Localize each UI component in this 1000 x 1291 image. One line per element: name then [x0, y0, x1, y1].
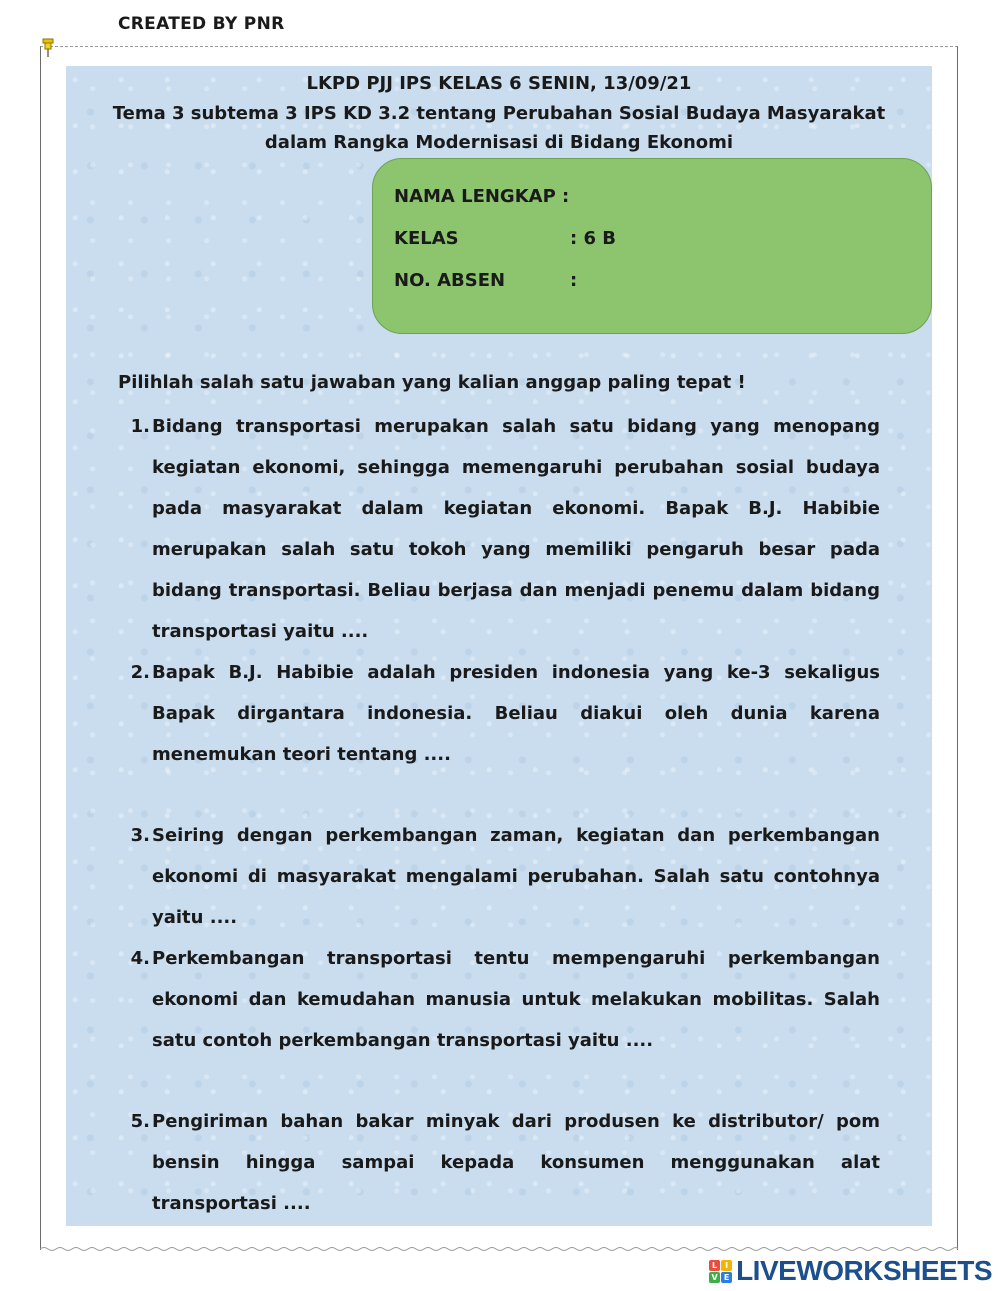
question-number: 5.	[130, 1111, 150, 1132]
logo-letter-i: I	[721, 1260, 732, 1271]
question-item	[118, 1101, 880, 1224]
instruction-text: Pilihlah salah satu jawaban yang kalian anggap paling tepat !	[118, 372, 746, 393]
logo-letter-e: E	[721, 1272, 732, 1283]
class-label: KELAS	[394, 228, 459, 249]
logo-letter-v: V	[709, 1272, 720, 1283]
question-text: Pengiriman bahan bakar minyak dari produsen ke distributor/ pom bensin hingga sampai kepada konsumen menggunakan alat transportasi ....	[152, 1111, 880, 1214]
pin-icon	[40, 38, 56, 58]
class-row	[394, 228, 616, 249]
brand-name: LIVEWORKSHEETS	[736, 1255, 992, 1286]
question-number: 1.	[130, 416, 150, 437]
liveworksheets-brand[interactable]	[709, 1256, 992, 1286]
name-row	[394, 186, 569, 207]
question-number: 3.	[130, 825, 150, 846]
class-value: : 6 B	[570, 228, 616, 249]
question-number: 4.	[130, 948, 150, 969]
absen-label: NO. ABSEN	[394, 270, 506, 291]
absen-value: :	[570, 270, 578, 291]
question-item	[118, 652, 880, 775]
question-text: Seiring dengan perkembangan zaman, kegiatan dan perkembangan ekonomi di masyarakat mengalami perubahan. Salah satu contohnya yaitu ....	[152, 825, 880, 928]
logo-letter-l: L	[709, 1260, 720, 1271]
question-item	[118, 815, 880, 938]
worksheet-subtitle-line2: dalam Rangka Modernisasi di Bidang Ekonomi	[264, 132, 734, 153]
question-number: 2.	[130, 662, 150, 683]
student-info-box	[372, 158, 932, 334]
worksheet-subtitle-line1: Tema 3 subtema 3 IPS KD 3.2 tentang Perubahan Sosial Budaya Masyarakat	[112, 103, 886, 124]
creator-label: CREATED BY PNR	[118, 14, 285, 34]
question-text: Bapak B.J. Habibie adalah presiden indonesia yang ke-3 sekaligus Bapak dirgantara indonesia. Beliau diakui oleh dunia karena menemukan teori tentang ....	[152, 662, 880, 765]
question-text: Perkembangan transportasi tentu mempengaruhi perkembangan ekonomi dan kemudahan manusia untuk melakukan mobilitas. Salah satu contoh perkembangan transportasi yaitu ....	[152, 948, 880, 1051]
question-text: Bidang transportasi merupakan salah satu bidang yang menopang kegiatan ekonomi, sehingga memengaruhi perubahan sosial budaya pada masyarakat dalam kegiatan ekonomi. Bapak B.J. Habibie merupakan salah satu tokoh yang memiliki pengaruh besar pada bidang transportasi. Beliau berjasa dan menjadi penemu dalam bidang transportasi yaitu ....	[152, 416, 880, 642]
page-bottom-edge	[40, 1246, 958, 1252]
liveworksheets-logo-icon	[709, 1260, 732, 1283]
question-item	[118, 938, 880, 1061]
absen-row	[394, 270, 577, 291]
worksheet-title: LKPD PJJ IPS KELAS 6 SENIN, 13/09/21	[306, 73, 692, 94]
question-item	[118, 406, 880, 652]
name-label: NAMA LENGKAP :	[394, 186, 570, 207]
